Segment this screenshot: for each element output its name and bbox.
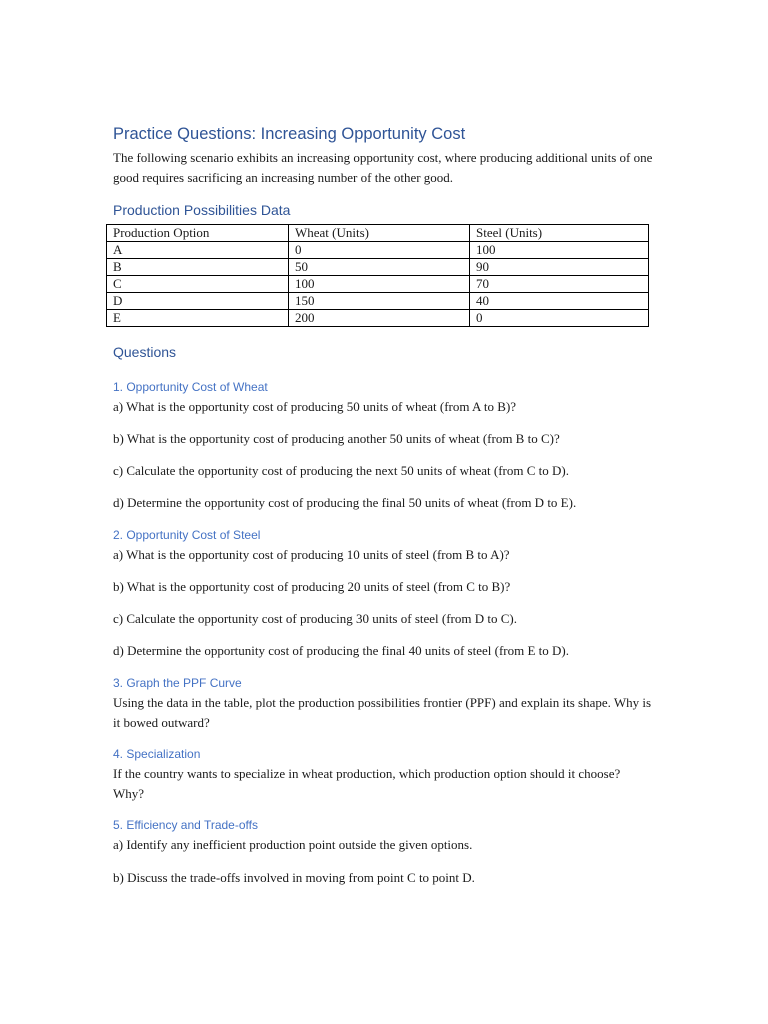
table-header-row: [107, 225, 649, 242]
question-1-heading: 1. Opportunity Cost of Wheat: [113, 380, 268, 394]
question-1d: d) Determine the opportunity cost of producing the final 50 units of wheat (from D to E).: [113, 495, 577, 510]
table-cell: A: [107, 242, 289, 259]
question-2-heading: 2. Opportunity Cost of Steel: [113, 528, 261, 542]
table-cell: 0: [470, 310, 649, 327]
question-3-text: Using the data in the table, plot the production possibilities frontier (PPF) and explain its shape. Why is it bowed outward?: [113, 695, 652, 730]
questions-heading: Questions: [113, 344, 177, 360]
table-cell: 150: [289, 293, 470, 310]
column-header: Wheat (Units): [289, 225, 470, 242]
question-5b: b) Discuss the trade-offs involved in moving from point C to point D.: [113, 870, 475, 885]
question-5a: a) Identify any inefficient production point outside the given options.: [113, 837, 473, 852]
table-cell: 40: [470, 293, 649, 310]
page-title: Practice Questions: Increasing Opportunity Cost: [113, 125, 466, 143]
production-possibilities-table: [106, 224, 649, 327]
table-row: [107, 276, 649, 293]
table-cell: D: [107, 293, 289, 310]
table-row: [107, 293, 649, 310]
table-row: [107, 259, 649, 276]
table-cell: C: [107, 276, 289, 293]
column-header: Steel (Units): [470, 225, 649, 242]
table-cell: 90: [470, 259, 649, 276]
question-2c: c) Calculate the opportunity cost of producing 30 units of steel (from D to C).: [113, 611, 517, 626]
table-cell: 100: [289, 276, 470, 293]
table-cell: 50: [289, 259, 470, 276]
table-row: [107, 242, 649, 259]
question-3-heading: 3. Graph the PPF Curve: [113, 676, 242, 690]
question-2b: b) What is the opportunity cost of producing 20 units of steel (from C to B)?: [113, 579, 511, 594]
column-header: Production Option: [107, 225, 289, 242]
table-cell: 200: [289, 310, 470, 327]
table-section-heading: Production Possibilities Data: [113, 202, 291, 218]
table-cell: 70: [470, 276, 649, 293]
intro-paragraph: The following scenario exhibits an increasing opportunity cost, where producing additional units of one good requires sacrificing an increasing number of the other good.: [113, 150, 653, 185]
table-cell: E: [107, 310, 289, 327]
question-1a: a) What is the opportunity cost of producing 50 units of wheat (from A to B)?: [113, 399, 517, 414]
question-1c: c) Calculate the opportunity cost of producing the next 50 units of wheat (from C to D).: [113, 463, 569, 478]
table-cell: 100: [470, 242, 649, 259]
table-cell: 0: [289, 242, 470, 259]
table-row: [107, 310, 649, 327]
question-4-text: If the country wants to specialize in wheat production, which production option should it choose? Why?: [113, 766, 621, 801]
question-2d: d) Determine the opportunity cost of producing the final 40 units of steel (from E to D).: [113, 643, 569, 658]
question-1b: b) What is the opportunity cost of producing another 50 units of wheat (from B to C)?: [113, 431, 560, 446]
table-cell: B: [107, 259, 289, 276]
question-5-heading: 5. Efficiency and Trade-offs: [113, 818, 258, 832]
question-2a: a) What is the opportunity cost of producing 10 units of steel (from B to A)?: [113, 547, 510, 562]
question-4-heading: 4. Specialization: [113, 747, 201, 761]
